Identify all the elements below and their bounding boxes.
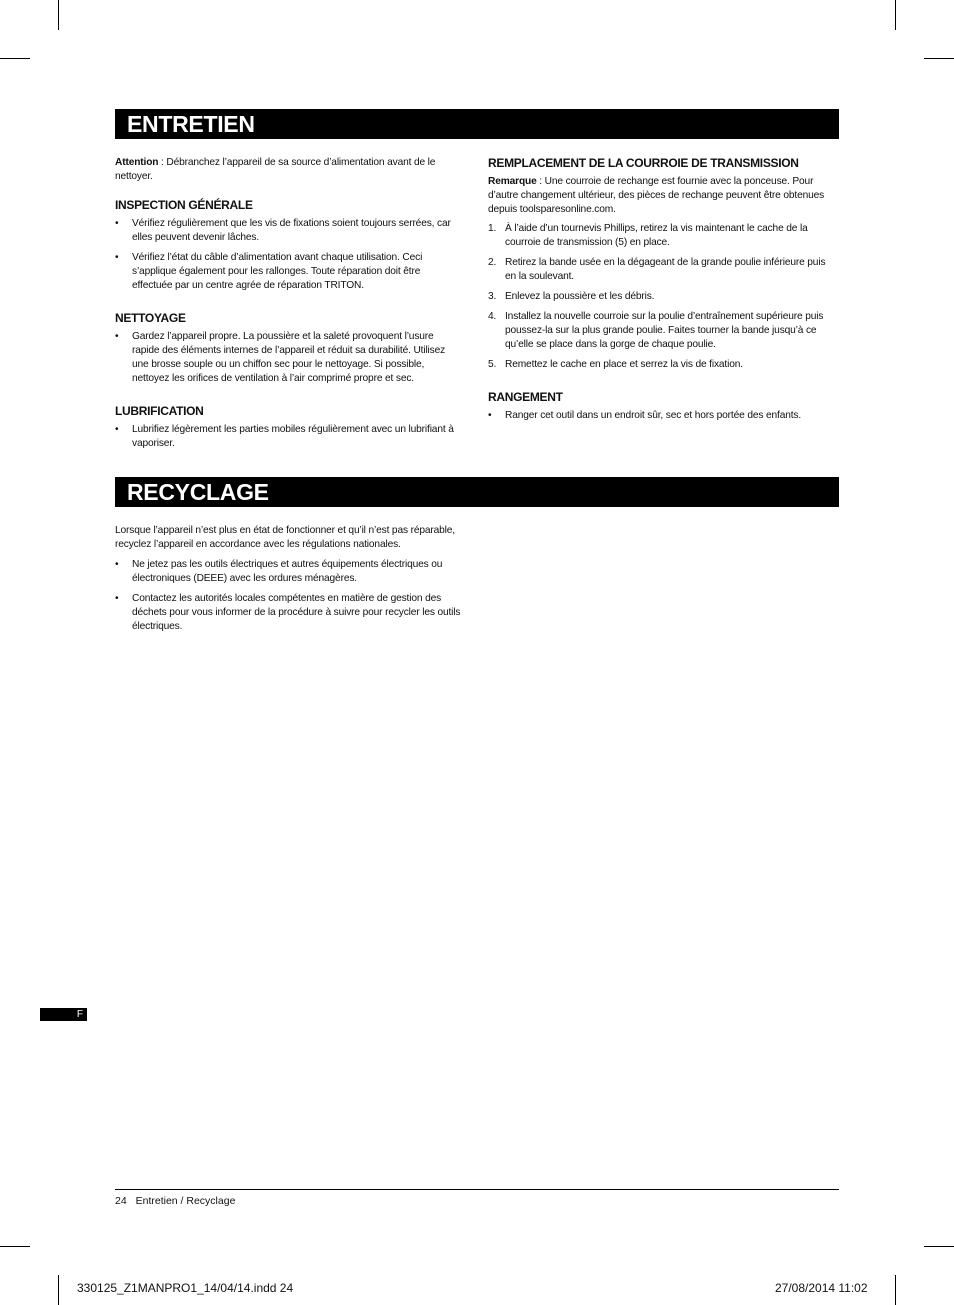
bullet-icon: • [115,424,119,435]
step-number: 3. [488,291,497,302]
recyclage-column [115,524,467,648]
recyclage-intro: Lorsque l’appareil n’est plus en état de fonctionner et qu’il n’est pas réparable, recyclez l’appareil en accordance avec les régulations nationales. [115,525,455,550]
step-text: Installez la nouvelle courroie sur la poulie d’entraînement supérieure puis poussez-la sur la plus grande poulie. Faites tourner la bande jusqu’à ce qu’elle se place dans la gorge de chaque poulie. [505,311,824,350]
list-item-text: Ne jetez pas les outils électriques et autres équipements électriques ou électroniques (DEEE) avec les ordures ménagères. [132,559,443,584]
page-number: 24 [115,1195,127,1207]
remarque-note [488,175,833,217]
recyclage-list [115,558,467,634]
bullet-icon: • [115,593,119,604]
list-item [115,592,467,634]
list-item [115,217,460,245]
bullet-icon: • [488,410,492,421]
bullet-icon: • [115,218,119,229]
heading-rangement: RANGEMENT [488,390,563,404]
list-item [115,423,460,451]
step-item [488,310,833,352]
attention-label: Attention [115,157,159,168]
list-item [115,251,460,293]
heading-lubrification: LUBRIFICATION [115,404,204,418]
list-item [115,558,467,586]
step-number: 1. [488,223,497,234]
step-item [488,290,833,304]
lubrification-list [115,423,460,451]
heading-nettoyage: NETTOYAGE [115,311,186,325]
step-number: 5. [488,359,497,370]
left-column [115,156,460,465]
crop-mark [0,1246,30,1247]
inspection-list [115,217,460,293]
step-text: Enlevez la poussière et les débris. [505,291,655,302]
language-tab: F [40,1008,87,1021]
list-item-text: Gardez l’appareil propre. La poussière et la saleté provoquent l’usure rapide des éléments internes de l’appareil et réduit sa durabilité. Utilisez une brosse souple ou un chiffon sec pour le nettoyage. Si possible, nettoyez les orifices de ventilation à l’air comprimé propre et sec. [132,331,446,384]
heading-courroie: REMPLACEMENT DE LA COURROIE DE TRANSMISSION [488,156,799,170]
list-item-text: Vérifiez l’état du câble d’alimentation avant chaque utilisation. Ceci s’applique également pour les rallonges. Toute réparation doit être effectuée par un centre agrée de réparation TRITON. [132,252,423,291]
step-text: À l’aide d’un tournevis Phillips, retirez la vis maintenant le cache de la courroie de transmission (5) en place. [505,223,808,248]
list-item [115,330,460,386]
bullet-icon: • [115,331,119,342]
crop-mark [895,1275,896,1305]
crop-mark [895,0,896,30]
list-item-text: Lubrifiez légèrement les parties mobiles régulièrement avec un lubrifiant à vaporiser. [132,424,454,449]
footer-divider [115,1189,839,1190]
bullet-icon: • [115,252,119,263]
bullet-icon: • [115,559,119,570]
remarque-text: : Une courroie de rechange est fournie avec la ponceuse. Pour d’autre changement ultérieur, des pièces de rechange peuvent être obtenues depuis toolsparesonline.com. [488,176,825,215]
crop-mark [0,58,30,59]
list-item [488,409,833,423]
slug-date: 27/08/2014 11:02 [775,1281,868,1295]
courroie-steps [488,222,833,372]
step-item [488,256,833,284]
step-item [488,358,833,372]
rangement-list [488,409,833,423]
step-number: 4. [488,311,497,322]
crop-mark [924,1246,954,1247]
list-item-text: Contactez les autorités locales compétentes en matière de gestion des déchets pour vous informer de la procédure à suivre pour recycler les outils électriques. [132,593,461,632]
page-label: Entretien / Recyclage [135,1195,236,1207]
heading-inspection: INSPECTION GÉNÉRALE [115,198,253,212]
step-item [488,222,833,250]
list-item-text: Ranger cet outil dans un endroit sûr, sec et hors portée des enfants. [505,410,802,421]
step-number: 2. [488,257,497,268]
section-title-recyclage: RECYCLAGE [115,477,839,507]
crop-mark [58,1275,59,1305]
list-item-text: Vérifiez régulièrement que les vis de fixations soient toujours serrées, car elles peuvent devenir lâches. [132,218,451,243]
attention-note [115,156,460,184]
nettoyage-list [115,330,460,386]
right-column [488,156,833,437]
attention-text: : Débranchez l’appareil de sa source d’alimentation avant de le nettoyer. [115,157,436,182]
remarque-label: Remarque [488,176,537,187]
step-text: Remettez le cache en place et serrez la vis de fixation. [505,359,743,370]
page-footer [115,1195,235,1207]
crop-mark [58,0,59,30]
section-title-entretien: ENTRETIEN [115,109,839,139]
slug-file: 330125_Z1MANPRO1_14/04/14.indd 24 [77,1281,294,1295]
crop-mark [924,58,954,59]
step-text: Retirez la bande usée en la dégageant de la grande poulie inférieure puis en la soulevant. [505,257,826,282]
